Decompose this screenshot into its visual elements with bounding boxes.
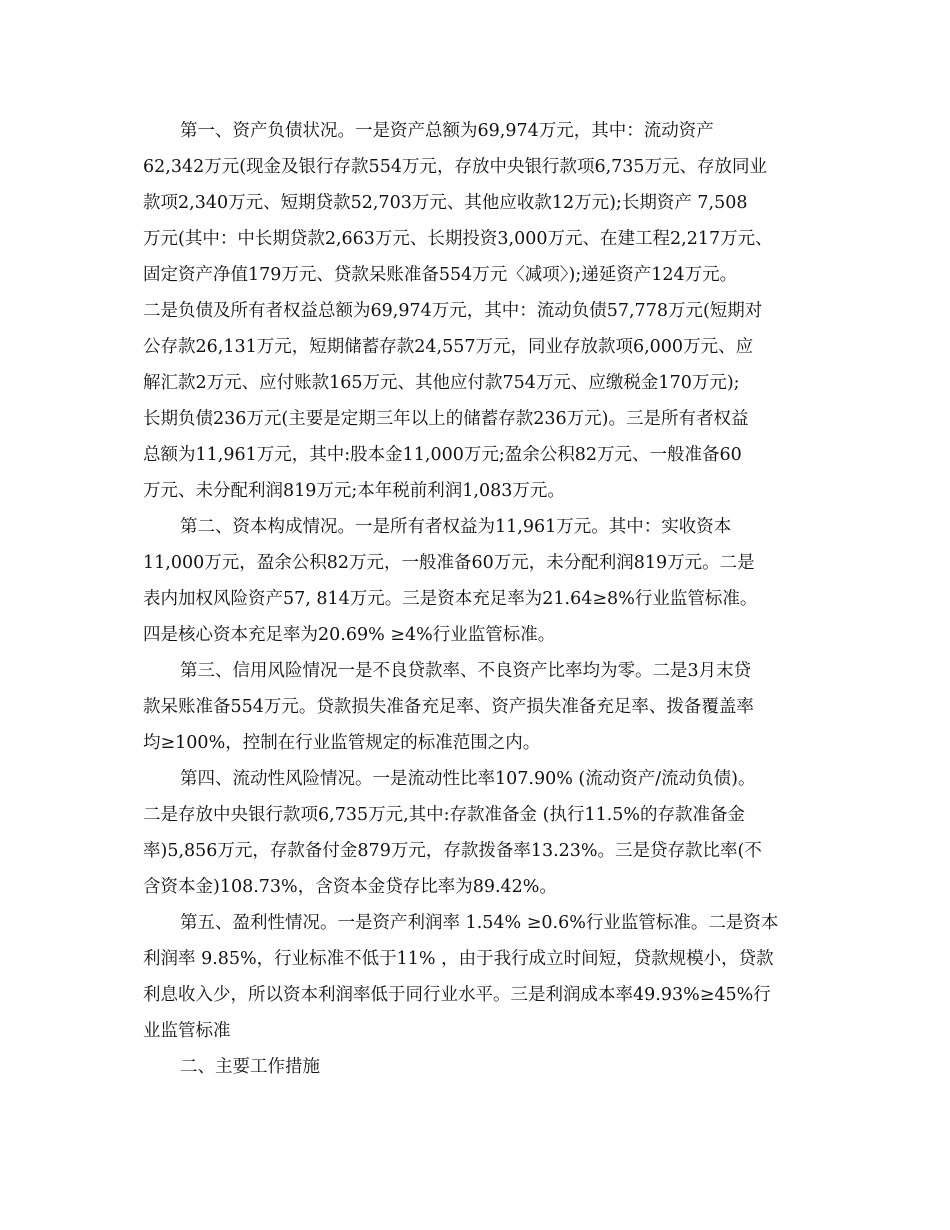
paragraph-line: 第一、资产负债状况。一是资产总额为69,974万元，其中：流动资产 xyxy=(180,121,714,141)
paragraph-line: 公存款26,131万元，短期储蓄存款24,557万元，同业存放款项6,000万元、应 xyxy=(143,337,754,357)
section-heading: 二、主要工作措施 xyxy=(180,1057,320,1077)
paragraph-line: 率)5,856万元，存款备付金879万元，存款拨备率13.23%。三是贷存款比率(不 xyxy=(143,841,762,861)
paragraph-line: 款呆账准备554万元。贷款损失准备充足率、资产损失准备充足率、拨备覆盖率 xyxy=(143,697,754,717)
paragraph-line: 二是存放中央银行款项6,735万元,其中:存款准备金 (执行11.5%的存款准备金 xyxy=(143,805,746,825)
paragraph-line: 含资本金)108.73%，含资本金贷存比率为89.42%。 xyxy=(143,877,557,897)
paragraph-line: 第五、盈利性情况。一是资产利润率 1.54% ≥0.6%行业监管标准。二是资本 xyxy=(180,913,779,933)
paragraph-line: 总额为11,961万元，其中:股本金11,000万元;盈余公积82万元、一般准备60 xyxy=(143,445,742,465)
paragraph-line: 均≥100%，控制在行业监管规定的标准范围之内。 xyxy=(143,733,541,753)
paragraph-line: 62,342万元(现金及银行存款554万元，存放中央银行款项6,735万元、存放同业 xyxy=(143,157,768,177)
document-body xyxy=(143,113,811,1085)
paragraph-line: 四是核心资本充足率为20.69% ≥4%行业监管标准。 xyxy=(143,625,556,645)
paragraph-line: 万元、未分配利润819万元;本年税前利润1,083万元。 xyxy=(143,481,565,501)
paragraph-line: 二是负债及所有者权益总额为69,974万元，其中：流动负债57,778万元(短期对 xyxy=(143,301,763,321)
paragraph-line: 11,000万元，盈余公积82万元，一般准备60万元，未分配利润819万元。二是 xyxy=(143,553,755,573)
paragraph-line: 第四、流动性风险情况。一是流动性比率107.90% (流动资产/流动负债)。 xyxy=(180,769,756,789)
paragraph-line: 解汇款2万元、应付账款165万元、其他应付款754万元、应缴税金170万元); xyxy=(143,373,740,393)
paragraph-line: 第二、资本构成情况。一是所有者权益为11,961万元。其中：实收资本 xyxy=(180,517,732,537)
paragraph-line: 款项2,340万元、短期贷款52,703万元、其他应收款12万元);长期资产 7,508 xyxy=(143,193,748,213)
paragraph-line: 利润率 9.85%，行业标准不低于11% ，由于我行成立时间短，贷款规模小，贷款 xyxy=(143,949,774,969)
paragraph-line: 万元(其中：中长期贷款2,663万元、长期投资3,000万元、在建工程2,217万元、 xyxy=(143,229,773,249)
paragraph-line: 第三、信用风险情况一是不良贷款率、不良资产比率均为零。二是3月末贷 xyxy=(180,661,752,681)
paragraph-line: 表内加权风险资产57, 814万元。三是资本充足率为21.64≥8%行业监管标准。 xyxy=(143,589,758,609)
paragraph-line: 固定资产净值179万元、贷款呆账准备554万元〈减项〉);递延资产124万元。 xyxy=(143,265,738,285)
paragraph-line: 长期负债236万元(主要是定期三年以上的储蓄存款236万元)。三是所有者权益 xyxy=(143,409,749,429)
paragraph-line: 业监管标准 xyxy=(143,1021,231,1041)
paragraph-line: 利息收入少，所以资本利润率低于同行业水平。三是利润成本率49.93%≥45%行 xyxy=(143,985,771,1005)
